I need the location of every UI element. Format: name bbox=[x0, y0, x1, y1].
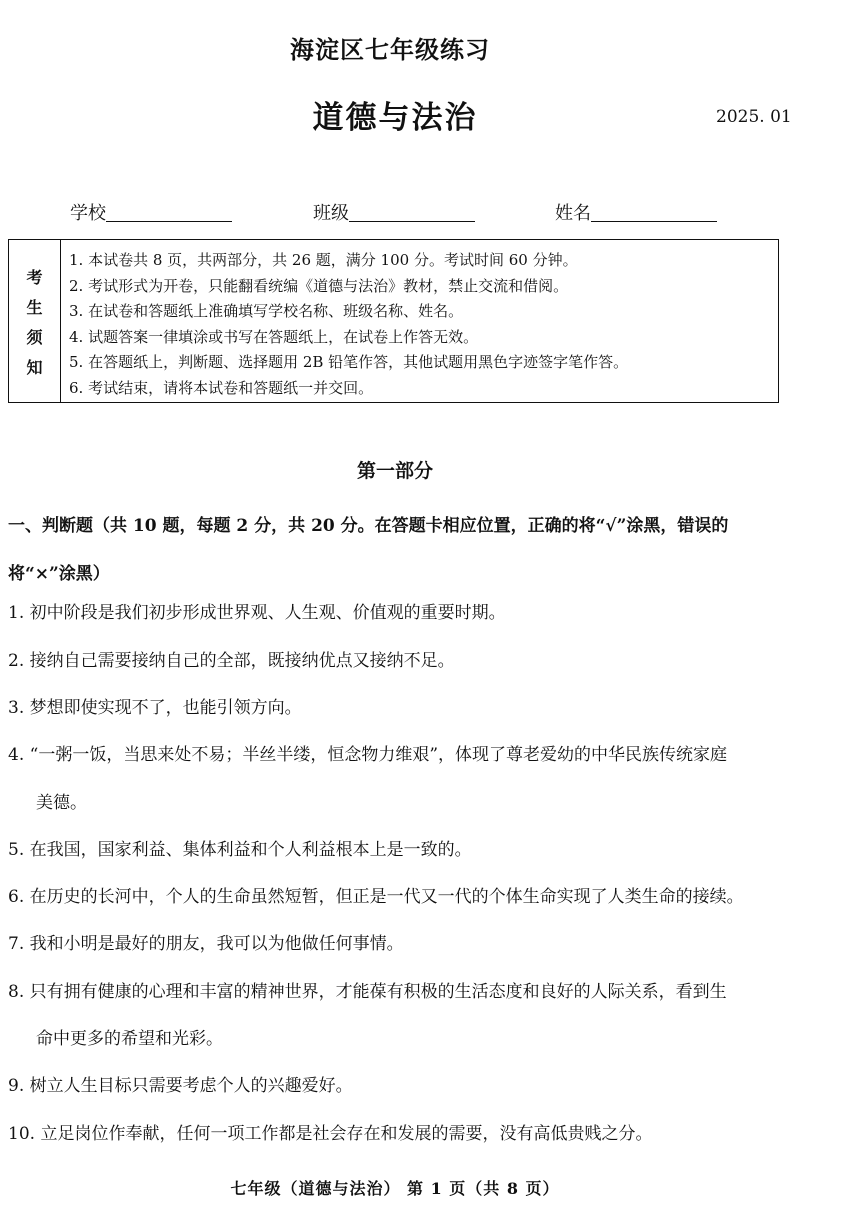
question-item bbox=[8, 835, 472, 860]
question-text: 梦想即使实现不了，也能引领方向。 bbox=[29, 698, 302, 718]
name-blank[interactable] bbox=[591, 203, 717, 222]
question-item bbox=[8, 929, 404, 954]
class-blank[interactable] bbox=[349, 203, 475, 222]
notice-item: 3. 在试卷和答题纸上准确填写学校名称、班级名称、姓名。 bbox=[69, 302, 464, 321]
question-text: 在我国，国家利益、集体利益和个人利益根本上是一致的。 bbox=[29, 840, 472, 860]
question-number: 3. bbox=[8, 698, 25, 718]
notice-item: 6. 考试结束，请将本试卷和答题纸一并交回。 bbox=[69, 378, 374, 397]
question-item bbox=[8, 977, 727, 1002]
question-number: 4. bbox=[8, 745, 25, 765]
notice-label-char: 考 bbox=[26, 267, 43, 287]
question-text: 在历史的长河中，个人的生命虽然短暂，但正是一代又一代的个体生命实现了人类生命的接续。 bbox=[29, 887, 744, 907]
section-intro: 一、判断题（共 10 题，每题 2 分，共 20 分。在答题卡相应位置，正确的将“√”涂黑，错误的将“×”涂黑） bbox=[8, 516, 729, 584]
page-footer: 七年级（道德与法治） 第 1 页（共 8 页） bbox=[230, 1179, 560, 1198]
notice-item: 4. 试题答案一律填涂或书写在答题纸上，在试卷上作答无效。 bbox=[69, 327, 479, 346]
notice-item: 5. 在答题纸上，判断题、选择题用 2B 铅笔作答，其他试题用黑色字迹签字笔作答。 bbox=[69, 353, 629, 372]
question-text: 接纳自己需要接纳自己的全部，既接纳优点又接纳不足。 bbox=[29, 651, 455, 671]
notice-label bbox=[9, 240, 61, 402]
question-item bbox=[8, 646, 455, 671]
question-number: 6. bbox=[8, 887, 25, 907]
question-number: 10. bbox=[8, 1124, 36, 1144]
question-item bbox=[8, 1071, 353, 1096]
district-title: 海淀区七年级练习 bbox=[290, 35, 490, 64]
notice-label-char: 须 bbox=[26, 327, 43, 347]
part-heading: 第一部分 bbox=[356, 460, 433, 482]
school-field[interactable] bbox=[70, 199, 232, 225]
school-blank[interactable] bbox=[106, 203, 232, 222]
question-text: 我和小明是最好的朋友，我可以为他做任何事情。 bbox=[29, 934, 404, 954]
question-item bbox=[8, 693, 302, 718]
question-text: “一粥一饭，当思来处不易；半丝半缕，恒念物力维艰”，体现了尊老爱幼的中华民族传统家庭 bbox=[29, 745, 728, 765]
notice-item: 1. 本试卷共 8 页，共两部分，共 26 题，满分 100 分。考试时间 60 分钟。 bbox=[69, 251, 578, 269]
question-item bbox=[8, 740, 727, 765]
class-label: 班级 bbox=[313, 203, 349, 224]
question-item bbox=[8, 1119, 652, 1144]
question-text: 初中阶段是我们初步形成世界观、人生观、价值观的重要时期。 bbox=[29, 603, 506, 623]
notice-label-char: 生 bbox=[26, 297, 43, 317]
subject-title: 道德与法治 bbox=[312, 100, 478, 136]
school-label: 学校 bbox=[70, 203, 106, 224]
question-number: 5. bbox=[8, 840, 25, 860]
class-field[interactable] bbox=[313, 199, 475, 225]
question-continuation: 命中更多的希望和光彩。 bbox=[36, 1029, 223, 1049]
name-label: 姓名 bbox=[555, 203, 591, 224]
notice-list bbox=[69, 248, 628, 402]
question-text: 树立人生目标只需要考虑个人的兴趣爱好。 bbox=[29, 1076, 353, 1096]
question-number: 9. bbox=[8, 1076, 25, 1096]
name-field[interactable] bbox=[555, 199, 717, 225]
question-number: 8. bbox=[8, 982, 25, 1002]
notice-item: 2. 考试形式为开卷，只能翻看统编《道德与法治》教材，禁止交流和借阅。 bbox=[69, 276, 569, 295]
question-number: 1. bbox=[8, 603, 25, 623]
question-text: 只有拥有健康的心理和丰富的精神世界，才能葆有积极的生活态度和良好的人际关系，看到生 bbox=[29, 982, 727, 1002]
question-text: 立足岗位作奉献，任何一项工作都是社会存在和发展的需要，没有高低贵贱之分。 bbox=[40, 1124, 653, 1144]
question-continuation: 美德。 bbox=[36, 793, 87, 813]
question-number: 7. bbox=[8, 934, 25, 954]
question-item bbox=[8, 882, 744, 907]
exam-notice-box bbox=[8, 239, 779, 403]
exam-date: 2025. 01 bbox=[716, 107, 792, 127]
question-item bbox=[8, 598, 506, 623]
notice-label-char: 知 bbox=[26, 357, 43, 377]
question-number: 2. bbox=[8, 651, 25, 671]
